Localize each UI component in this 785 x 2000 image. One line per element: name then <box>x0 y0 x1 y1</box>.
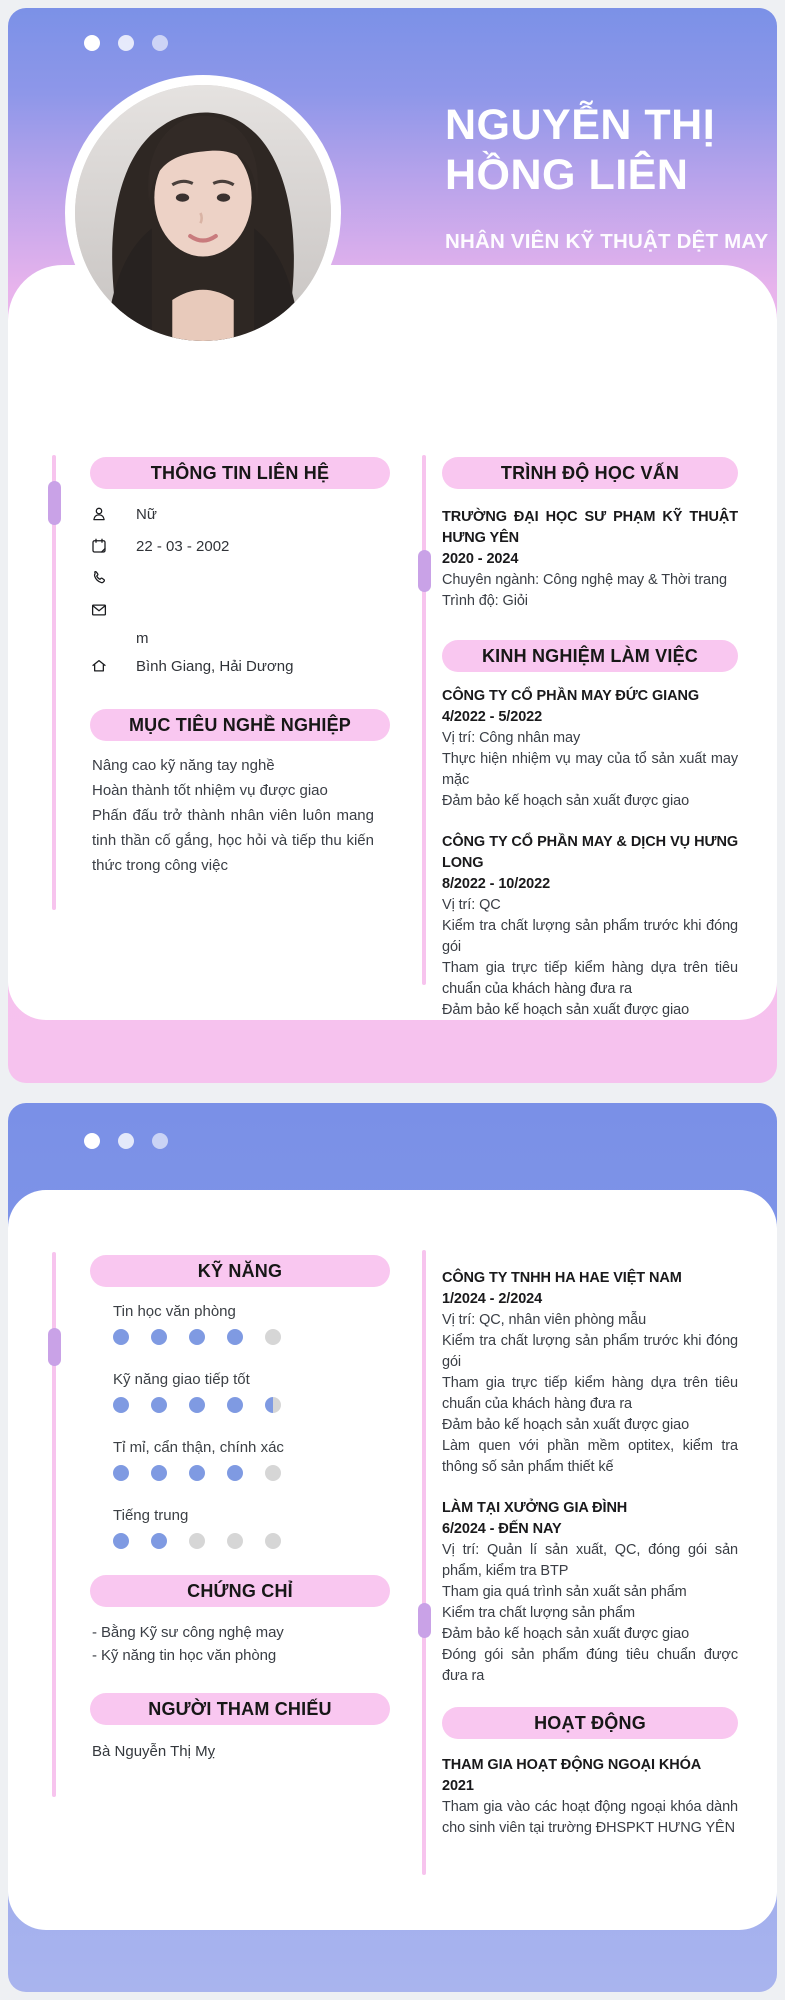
text-line: Đảm bảo kế hoạch sản xuất được giao <box>442 1626 690 1642</box>
activity-detail: Tham gia vào các hoạt động ngoại khóa dành cho sinh viên tại trường ĐHSPKT HƯNG YÊN <box>442 1799 738 1836</box>
text-line: Vị trí: Quản lí sản xuất, QC, đóng gói sản phẩm, kiểm tra BTP <box>442 1542 738 1579</box>
phone-icon <box>90 569 108 587</box>
company-name: LÀM TẠI XƯỞNG GIA ĐÌNH <box>442 1500 628 1516</box>
accent-segment <box>48 1328 61 1366</box>
text-line: Kiểm tra chất lượng sản phẩm trước khi đóng gói <box>442 918 738 955</box>
accent-segment <box>418 550 431 592</box>
text-line: Kiểm tra chất lượng sản phẩm trước khi đóng gói <box>442 1333 738 1370</box>
section-heading-contact: THÔNG TIN LIÊN HỆ <box>90 457 390 489</box>
job-period: 8/2022 - 10/2022 <box>442 876 551 892</box>
window-dot <box>118 1133 134 1149</box>
text-line: Tham gia quá trình sản xuất sản phẩm <box>442 1584 687 1600</box>
text-line: Nâng cao kỹ năng tay nghề <box>92 757 275 774</box>
skill-dot <box>151 1465 167 1481</box>
column-divider <box>422 455 426 985</box>
contact-item-birthdate <box>90 530 390 562</box>
education-period: 2020 - 2024 <box>442 551 519 567</box>
job-entry <box>442 832 738 1021</box>
contact-item-email-overflow <box>90 626 390 650</box>
contact-item-gender <box>90 498 390 530</box>
page1-content-card <box>8 265 777 1020</box>
skill-dot <box>189 1533 205 1549</box>
job-period: 4/2022 - 5/2022 <box>442 709 543 725</box>
home-icon <box>90 657 108 675</box>
candidate-job-title: NHÂN VIÊN KỸ THUẬT DỆT MAY <box>445 230 769 253</box>
text-line: - Kỹ năng tin học văn phòng <box>92 1647 277 1664</box>
skill-dot <box>189 1329 205 1345</box>
job-entry <box>442 1268 738 1478</box>
school-name: TRƯỜNG ĐẠI HỌC SƯ PHẠM KỸ THUẬT HƯNG YÊN <box>442 509 738 546</box>
activity-title: THAM GIA HOẠT ĐỘNG NGOẠI KHÓA <box>442 1757 702 1773</box>
skill-dot <box>113 1397 129 1413</box>
job-entry <box>442 686 738 812</box>
experience-continued-column <box>442 1268 738 1839</box>
section-heading-objective: MỤC TIÊU NGHỀ NGHIỆP <box>90 709 390 741</box>
text-line: Kiểm tra chất lượng sản phẩm <box>442 1605 635 1621</box>
job-entry <box>442 1498 738 1687</box>
window-dot <box>152 35 168 51</box>
skill-dot <box>151 1533 167 1549</box>
contact-list <box>90 498 390 682</box>
education-entry <box>442 507 738 612</box>
text-line: Trình độ: Giỏi <box>442 593 528 609</box>
resume-page-1 <box>8 8 777 1083</box>
contact-value: Nữ <box>136 505 157 523</box>
activity-entry <box>442 1755 738 1839</box>
skill-dot <box>265 1533 281 1549</box>
objective-text <box>90 753 374 878</box>
contact-item-phone <box>90 562 390 594</box>
text-line: Đảm bảo kế hoạch sản xuất được giao <box>442 793 690 809</box>
skill-dot <box>113 1533 129 1549</box>
section-heading-education: TRÌNH ĐỘ HỌC VẤN <box>442 457 738 489</box>
education-details <box>442 570 738 612</box>
window-dots <box>84 1133 168 1149</box>
skill-dot <box>227 1533 243 1549</box>
window-dot <box>152 1133 168 1149</box>
text-line: Đảm bảo kế hoạch sản xuất được giao <box>442 1002 690 1018</box>
mail-icon <box>90 601 108 619</box>
text-line: Làm quen với phần mềm optitex, kiểm tra thông số sản phẩm thiết kế <box>442 1438 738 1475</box>
job-details <box>442 728 738 812</box>
page2-content-card <box>8 1190 777 1930</box>
accent-segment <box>48 481 61 525</box>
contact-item-address <box>90 650 390 682</box>
skill-item <box>113 1303 390 1345</box>
education-experience-column <box>442 457 738 1021</box>
text-line: Tham gia trực tiếp kiểm hàng dựa trên tiêu chuẩn của khách hàng đưa ra <box>442 1375 738 1412</box>
skill-label: Tiếng trung <box>113 1507 189 1524</box>
column-divider <box>422 1250 426 1875</box>
skill-label: Tin học văn phòng <box>113 1303 236 1320</box>
skill-dot <box>151 1329 167 1345</box>
contact-item-email <box>90 594 390 626</box>
company-name: CÔNG TY CỔ PHẦN MAY & DỊCH VỤ HƯNG LONG <box>442 834 738 871</box>
skill-dot <box>189 1397 205 1413</box>
skills-list <box>90 1303 390 1549</box>
text-line: Phấn đấu trở thành nhân viên luôn mang tinh thần cố gắng, học hỏi và tiếp thu kiến thức trong công việc <box>92 807 374 874</box>
company-name: CÔNG TY TNHH HA HAE VIỆT NAM <box>442 1270 682 1286</box>
skill-dot <box>227 1397 243 1413</box>
skill-item <box>113 1439 390 1481</box>
section-heading-skills: KỸ NĂNG <box>90 1255 390 1287</box>
window-dot <box>84 1133 100 1149</box>
section-heading-reference: NGƯỜI THAM CHIẾU <box>90 1693 390 1725</box>
company-name: CÔNG TY CỔ PHẦN MAY ĐỨC GIANG <box>442 688 700 704</box>
skills-column <box>90 1255 390 1760</box>
certificate-list <box>90 1621 390 1667</box>
window-dot <box>84 35 100 51</box>
person-icon <box>90 505 108 523</box>
skill-dot <box>113 1465 129 1481</box>
text-line: Vị trí: QC <box>442 897 501 913</box>
skill-dot <box>227 1465 243 1481</box>
job-details <box>442 895 738 1021</box>
skill-dot <box>189 1465 205 1481</box>
skill-dot <box>151 1397 167 1413</box>
job-details <box>442 1540 738 1687</box>
reference-name: Bà Nguyễn Thị Mỵ <box>92 1743 216 1760</box>
profile-photo <box>65 75 341 351</box>
job-period: 6/2024 - ĐẾN NAY <box>442 1521 562 1537</box>
skill-dot <box>113 1329 129 1345</box>
job-period: 1/2024 - 2/2024 <box>442 1291 543 1307</box>
text-line: Vị trí: QC, nhân viên phòng mẫu <box>442 1312 647 1328</box>
skill-dot <box>227 1329 243 1345</box>
contact-value: 22 - 03 - 2002 <box>136 537 230 555</box>
text-line: Đảm bảo kế hoạch sản xuất được giao <box>442 1417 690 1433</box>
window-dot <box>118 35 134 51</box>
activity-period: 2021 <box>442 1778 474 1794</box>
skill-dot <box>265 1329 281 1345</box>
text-line: Thực hiện nhiệm vụ may của tổ sản xuất may mặc <box>442 751 738 788</box>
skill-item <box>113 1507 390 1549</box>
text-line: Hoàn thành tốt nhiệm vụ được giao <box>92 782 328 799</box>
skill-rating <box>113 1465 390 1481</box>
text-line: Tham gia trực tiếp kiểm hàng dựa trên tiêu chuẩn của khách hàng đưa ra <box>442 960 738 997</box>
section-heading-experience: KINH NGHIỆM LÀM VIỆC <box>442 640 738 672</box>
section-heading-certificates: CHỨNG CHỈ <box>90 1575 390 1607</box>
text-line: - Bằng Kỹ sư công nghệ may <box>92 1624 284 1641</box>
skill-dot <box>265 1465 281 1481</box>
skill-rating <box>113 1397 390 1413</box>
section-heading-activities: HOẠT ĐỘNG <box>442 1707 738 1739</box>
contact-value: Bình Giang, Hải Dương <box>136 657 294 675</box>
job-details <box>442 1310 738 1478</box>
text-line: Đóng gói sản phẩm đúng tiêu chuẩn được đưa ra <box>442 1647 738 1684</box>
contact-value: m <box>136 629 149 647</box>
candidate-name: NGUYỄN THỊ HỒNG LIÊN <box>445 101 716 199</box>
accent-segment <box>418 1603 431 1638</box>
calendar-icon <box>90 537 108 555</box>
resume-page-2 <box>8 1103 777 1992</box>
skill-rating <box>113 1329 390 1345</box>
skill-dot <box>265 1397 281 1413</box>
contact-column <box>90 457 390 878</box>
skill-label: Kỹ năng giao tiếp tốt <box>113 1371 250 1388</box>
skill-label: Tỉ mỉ, cẩn thận, chính xác <box>113 1439 284 1456</box>
window-dots <box>84 35 168 51</box>
skill-rating <box>113 1533 390 1549</box>
skill-item <box>113 1371 390 1413</box>
text-line: Vị trí: Công nhân may <box>442 730 581 746</box>
text-line: Chuyên ngành: Công nghệ may & Thời trang <box>442 572 727 588</box>
portrait-illustration <box>75 85 331 341</box>
